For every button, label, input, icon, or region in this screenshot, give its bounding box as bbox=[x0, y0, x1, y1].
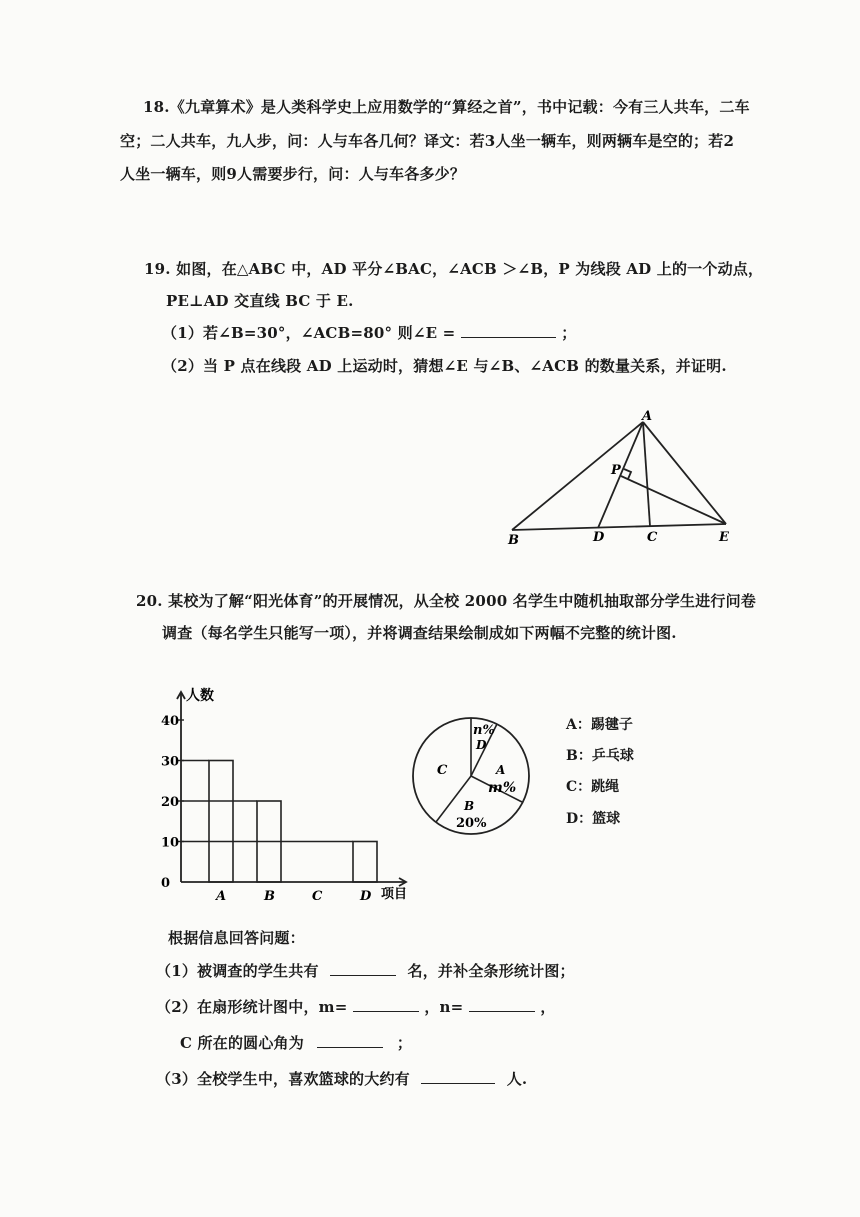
pie-slice-b-label: B bbox=[464, 799, 475, 813]
q20-line-1: 20. 某校为了解“阳光体育”的开展情况，从全校 2000 名学生中随机抽取部分学生进行问卷 bbox=[136, 592, 756, 610]
q20-line-2: 调查（每名学生只能写一项），并将调查结果绘制成如下两幅不完整的统计图. bbox=[162, 624, 677, 642]
answer-blank-n[interactable] bbox=[469, 997, 535, 1012]
segment-be bbox=[512, 524, 726, 530]
q18-line-3: 人坐一辆车，则9人需要步行，问：人与车各多少？ bbox=[120, 165, 466, 183]
q20-part-3 bbox=[156, 1068, 527, 1089]
pie-slice-c-label: C bbox=[437, 763, 448, 778]
pie-chart bbox=[409, 712, 539, 842]
q19-part-2: （2）当 P 点在线段 AD 上运动时，猜想∠E 与∠B、∠ACB 的数量关系，并证明. bbox=[162, 357, 727, 375]
q20-part-1-end: 名，并补全条形统计图； bbox=[407, 962, 575, 980]
legend-item-b: B：乒乓球 bbox=[566, 748, 634, 764]
q20-part-2-angle-text: C 所在的圆心角为 bbox=[180, 1034, 304, 1052]
x-tick-label: C bbox=[312, 889, 323, 904]
q20-part-1-text: （1）被调查的学生共有 bbox=[156, 962, 319, 980]
y-tick-label: 30 bbox=[161, 754, 180, 770]
bar-a bbox=[209, 761, 233, 883]
y-tick-label: 10 bbox=[161, 835, 180, 851]
pie-slice-a-label: A bbox=[496, 763, 506, 777]
triangle-figure bbox=[500, 408, 750, 548]
q20-part-3-end: 人. bbox=[506, 1070, 528, 1088]
pie-slice-b-value: 20% bbox=[456, 816, 487, 831]
pie-slice-a-value: m% bbox=[488, 780, 517, 796]
label-b: B bbox=[508, 533, 519, 548]
answer-blank-total-students[interactable] bbox=[330, 961, 396, 976]
label-e: E bbox=[719, 530, 729, 545]
bar-chart-ylabel: 人数 bbox=[186, 688, 214, 704]
q20-part-2-comma: ， bbox=[540, 998, 556, 1016]
segment-pe bbox=[621, 476, 726, 524]
x-tick-label: D bbox=[360, 889, 372, 904]
pie-slice-d-label: D bbox=[476, 738, 487, 752]
x-tick-label: A bbox=[216, 889, 227, 904]
legend-item-d: D：篮球 bbox=[566, 811, 621, 827]
answer-blank-m[interactable] bbox=[353, 997, 419, 1012]
answer-blank-basketball[interactable] bbox=[421, 1069, 495, 1084]
x-tick-label: B bbox=[264, 889, 275, 904]
label-c: C bbox=[647, 530, 658, 545]
q20-part-2-angle bbox=[180, 1032, 412, 1053]
q18-line-2: 空；二人共车，九人步，问：人与车各几何？译文：若3人坐一辆车，则两辆车是空的；若2 bbox=[120, 132, 735, 150]
bar-chart bbox=[148, 682, 418, 907]
y-tick-label: 20 bbox=[161, 795, 180, 810]
label-d: D bbox=[593, 530, 605, 545]
q20-part-2-angle-end: ； bbox=[396, 1034, 413, 1052]
bar-d bbox=[353, 842, 377, 883]
q19-part-1-text: （1）若∠B=30°，∠ACB=80° 则∠E = bbox=[162, 324, 456, 342]
segment-ac bbox=[643, 422, 650, 526]
legend-item-a: A：踢毽子 bbox=[566, 717, 633, 733]
answer-blank-c-angle[interactable] bbox=[317, 1033, 383, 1048]
bar-chart-xlabel: 项目 bbox=[381, 887, 408, 902]
q20-part-2-n: ，n= bbox=[424, 998, 464, 1016]
q19-line-1: 19. 如图，在△ABC 中，AD 平分∠BAC，∠ACB ＞∠B，P 为线段 AD 上的一个动点， bbox=[144, 260, 764, 278]
q19-part-1-end: ； bbox=[561, 324, 577, 342]
q20-part-3-text: （3）全校学生中，喜欢篮球的大约有 bbox=[156, 1070, 410, 1088]
q19-line-2: PE⊥AD 交直线 BC 于 E. bbox=[166, 292, 354, 310]
segment-ab bbox=[512, 422, 643, 530]
q20-part-1 bbox=[156, 960, 575, 981]
q19-answer-blank-angle-e[interactable] bbox=[461, 323, 556, 338]
segment-ae bbox=[643, 422, 726, 524]
q20-part-2-text: （2）在扇形统计图中，m= bbox=[156, 998, 348, 1016]
q20-part-2 bbox=[156, 996, 556, 1017]
label-a: A bbox=[642, 409, 653, 424]
y-tick-label: 40 bbox=[161, 714, 180, 729]
label-p: P bbox=[611, 463, 621, 478]
pie-slice-d-value: n% bbox=[473, 723, 495, 738]
q20-prompt: 根据信息回答问题： bbox=[168, 929, 305, 947]
legend-item-c: C：跳绳 bbox=[566, 779, 620, 795]
q18-line-1: 18.《九章算术》是人类科学史上应用数学的“算经之首”，书中记载：今有三人共车，二车 bbox=[143, 98, 750, 116]
y-tick-label: 0 bbox=[161, 876, 171, 891]
q19-part-1 bbox=[162, 322, 576, 343]
